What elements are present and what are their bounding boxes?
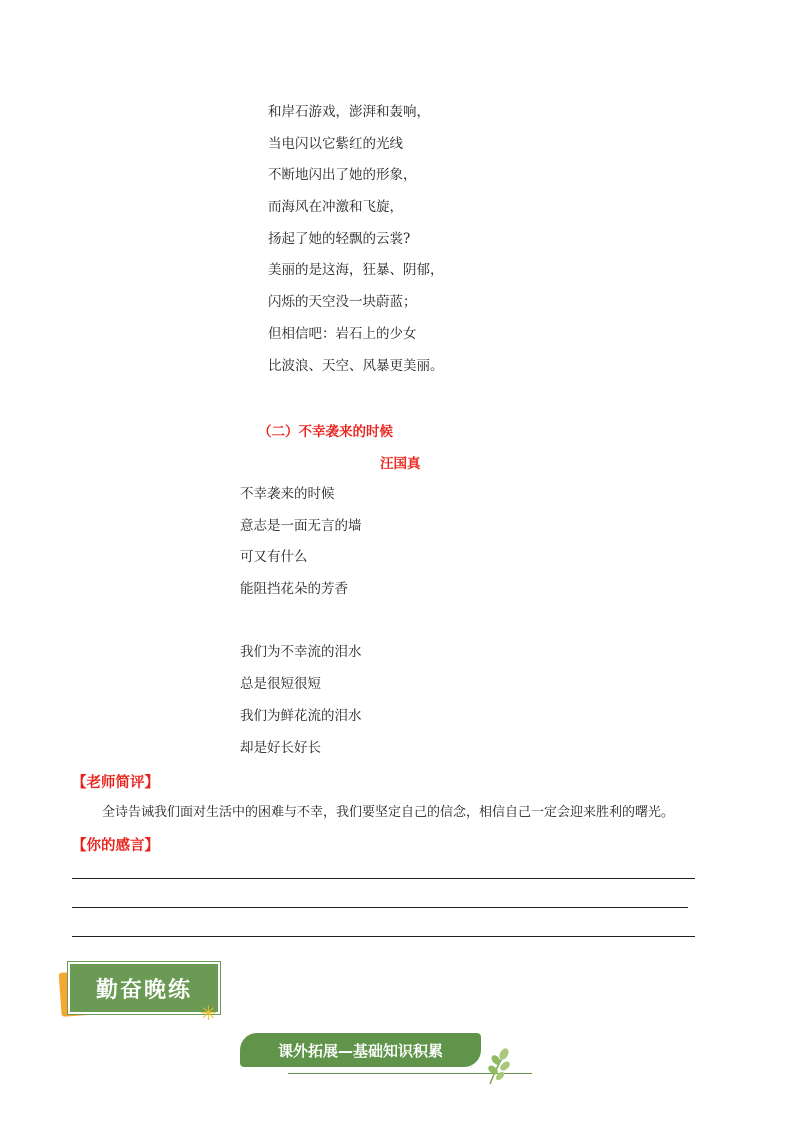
section-title: （二）不幸袭来的时候 xyxy=(258,424,393,440)
poem-two xyxy=(240,482,362,767)
topic-text: 课外拓展—基础知识积累 xyxy=(277,1041,443,1060)
poem-line: 不幸袭来的时候 xyxy=(240,486,335,502)
poem-line: 意志是一面无言的墙 xyxy=(240,517,362,534)
sparkle-icon: ✳ xyxy=(200,1001,217,1025)
teacher-review-label: 【老师简评】 xyxy=(72,775,159,791)
writing-line[interactable] xyxy=(72,907,688,908)
poem-line: 而海风在冲激和飞旋， xyxy=(268,199,403,216)
poem-one xyxy=(268,100,444,385)
topic-banner xyxy=(240,1033,481,1067)
poem-line: 总是很短很短 xyxy=(240,676,321,693)
stanza-gap xyxy=(240,609,362,641)
poem-line: 和岸石游戏，澎湃和轰响， xyxy=(268,104,430,120)
leaf-sprig-icon xyxy=(484,1046,514,1086)
poem-line: 扬起了她的轻飘的云裳? xyxy=(268,230,411,247)
poem-line: 我们为不幸流的泪水 xyxy=(240,644,362,661)
poem-line: 能阻挡花朵的芳香 xyxy=(240,581,348,598)
poem-line: 但相信吧：岩石上的少女 xyxy=(268,325,417,342)
poem-line: 却是好长好长 xyxy=(240,739,321,756)
poem-author: 汪国真 xyxy=(380,456,421,472)
poem-line: 当电闪以它紫红的光线 xyxy=(268,135,403,152)
your-thoughts-label: 【你的感言】 xyxy=(72,838,159,854)
section-badge xyxy=(68,962,220,1014)
writing-line[interactable] xyxy=(72,936,695,937)
writing-line[interactable] xyxy=(72,878,695,879)
poem-line: 比波浪、天空、风暴更美丽。 xyxy=(268,357,444,374)
poem-line: 美丽的是这海，狂暴、阴郁， xyxy=(268,262,444,279)
poem-line: 我们为鲜花流的泪水 xyxy=(240,707,362,724)
poem-line: 闪烁的天空没一块蔚蓝； xyxy=(268,294,417,311)
poem-line: 不断地闪出了她的形象， xyxy=(268,167,417,184)
teacher-review-text: 全诗告诫我们面对生活中的困难与不幸，我们要坚定自己的信念，相信自己一定会迎来胜利的曙光。 xyxy=(102,805,675,820)
badge-text: 勤奋晚练 xyxy=(95,977,192,1003)
poem-line: 可又有什么 xyxy=(240,549,308,566)
